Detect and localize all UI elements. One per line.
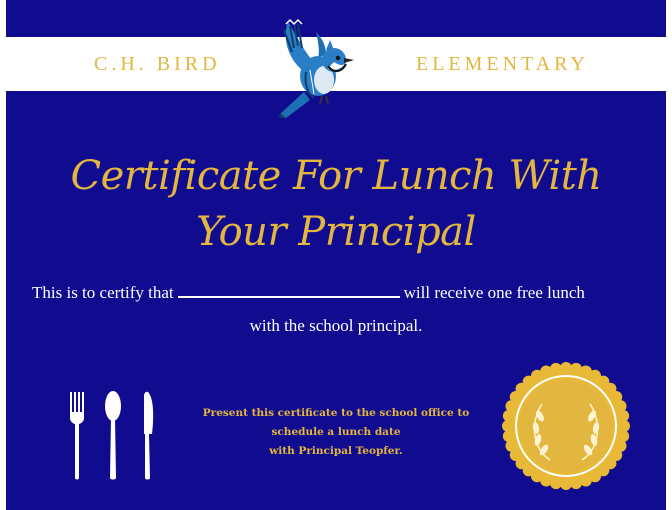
instructions-line-2: schedule a lunch date xyxy=(271,426,401,438)
certificate xyxy=(6,0,666,510)
certify-line-1 xyxy=(32,282,585,303)
recipient-name-blank xyxy=(178,282,400,298)
certify-before-blank: This is to certify that xyxy=(32,283,174,302)
certify-after-blank: will receive one free lunch xyxy=(403,283,585,302)
blue-jay-bird-icon xyxy=(268,14,360,122)
spoon-icon xyxy=(105,391,121,480)
certificate-title: Certificate For Lunch With Your Principal xyxy=(70,153,602,255)
cutlery-icons xyxy=(68,388,160,482)
instructions xyxy=(192,404,480,461)
fork-icon xyxy=(70,392,84,480)
certify-line-2: with the school principal. xyxy=(249,316,423,335)
school-name-right: ELEMENTARY xyxy=(416,53,589,75)
gold-seal-icon xyxy=(500,360,632,492)
instructions-line-3: with Principal Teopfer. xyxy=(269,445,403,457)
knife-icon xyxy=(144,392,153,480)
instructions-line-1: Present this certificate to the school office to xyxy=(202,407,470,419)
school-name-left: C.H. BIRD xyxy=(94,53,221,75)
